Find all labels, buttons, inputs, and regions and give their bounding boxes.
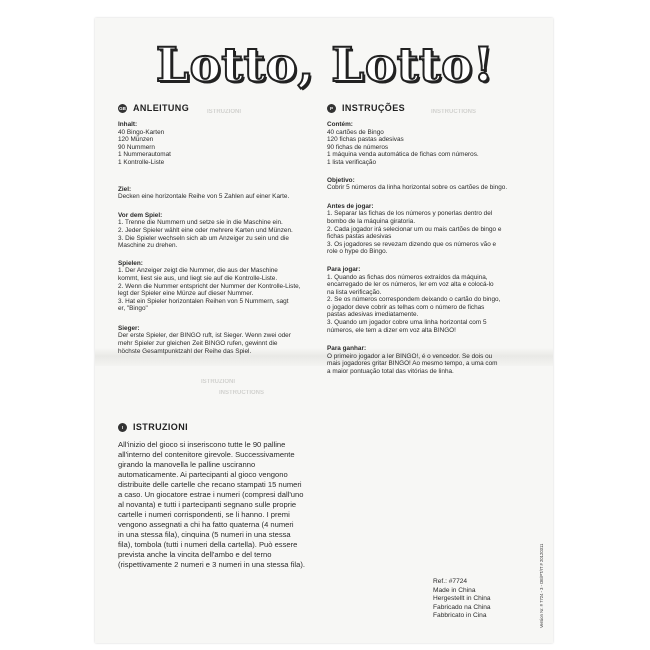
subheading: Spielen: [118,259,143,267]
section-header [118,104,318,113]
text-line: 120 fichas pastas adesivas [327,136,404,144]
text-line: encarregado de ler os números, ler em voz alta e colocá-lo [327,281,494,289]
text-line: 3. Quando um jogador cobre uma linha horizontal com 5 [327,319,487,327]
section-header [118,423,338,432]
text-line: na lista verificação. [327,288,382,296]
text-line: role o hype do Bingo. [327,248,388,256]
faded-heading: ISTRUZIONI [207,109,241,115]
subheading: Antes de jogar: [327,202,374,210]
flag-icon: I [118,423,127,432]
text-line: 1 Nummerautomat [118,151,171,159]
text-line: Decken eine horizontale Reihe von 5 Zahlen auf einer Karte. [118,193,290,201]
text-line: 3. Die Spieler wechseln sich ab um Anzeiger zu sein und die [118,234,289,242]
faded-heading: INSTRUCTIONS [219,390,264,396]
text-line: cartelle i numeri corrispondenti, se li hanno. I premi [118,510,290,519]
text-line: prevista anche la vincita dell'ambo e del terno [118,550,272,559]
text-line: Made in China [433,586,476,594]
italian-instructions [118,423,338,570]
italian-body [118,440,338,570]
product-reference [433,578,491,621]
text-line: a caso. Un giocatore estrae i numeri (compresi dall'uno [118,490,304,499]
instruction-sheet [95,18,553,643]
text-line: automaticamente. Ai partecipanti al gioco vengono [118,470,288,479]
text-line: a maior pontuação total das vitórias de linha. [327,368,454,376]
text-line: höchste Gesamtpunktzahl der Reihe das Spiel. [118,347,252,355]
text-line: fichas pastas adesivas [327,233,392,241]
text-line: 1 Kontrolle-Liste [118,158,165,166]
text-line: All'inizio del gioco si inseriscono tutte le 90 palline [118,440,286,449]
section-title: INSTRUÇÕES [342,102,406,113]
text-line: Ref.: #7724 [433,578,468,585]
text-line: 3. Hat ein Spieler horizontalen Reihen von 5 Nummern, sagt [118,297,289,305]
text-line: vengono assegnati a chi ha fatto quaterna (4 numeri [118,520,294,529]
text-line: 90 Nummern [118,143,155,151]
faded-heading: ISTRUZIONI [201,379,235,385]
text-line: (rispettivamente 2 numeri e 3 numeri in una stessa fila). [118,560,305,569]
text-line: bombo de la máquina giratoria. [327,217,416,225]
subheading: Para jogar: [327,265,361,273]
text-line: pastas adesivas imediatamente. [327,311,419,319]
text-line: Hergestellt in China [433,595,491,603]
text-line: Cobrir 5 números da linha horizontal sobre os cartões de bingo. [327,184,508,192]
text-line: Fabbricato in Cina [433,612,487,620]
text-line: números, ele tem a dizer em voz alta BINGO! [327,326,456,334]
subheading: Inhalt: [118,121,138,128]
subheading: Contém: [327,121,353,128]
text-line: 90 fichas de números [327,143,389,151]
portuguese-instructions [327,104,547,376]
text-line: 1. Separar las fichas de los números y ponerlas dentro del [327,210,493,218]
text-line: 1. Quando as fichas dos números extraídos da máquina, [327,273,488,281]
page-title: Lotto, Lotto! [155,38,495,93]
text-line: fila), tombola (tutti i numeri della cartella). Può essere [118,540,298,549]
text-line: 2. Wenn die Nummer entspricht der Nummer der Kontrolle-Liste, [118,282,301,290]
text-line: O primeiro jogador a ler BINGO!, é o vencedor. Se dois ou [327,352,493,360]
text-line: 1 máquina venda automática de fichas com números. [327,151,479,159]
text-line: er, "Bingo" [118,305,148,313]
text-line: 2. Jeder Spieler wählt eine oder mehrere Karten und Münzen. [118,226,293,234]
text-line: mehr Spieler zur gleichen Zeit BINGO rufen, gewinnt die [118,340,278,348]
text-line: 40 Bingo-Karten [118,128,165,136]
text-line: Maschine zu drehen. [118,242,178,250]
text-line: 120 Münzen [118,136,154,144]
german-instructions [118,104,318,355]
text-line: in una stessa fila), cinquina (5 numeri in una stessa [118,530,291,539]
faded-heading: INSTRUCTIONS [431,109,476,115]
text-line: 3. Os jogadores se revezam dizendo que os números vão e [327,240,497,248]
version-number: Version Nr. # 7724 - 3 - DE/PT/IT # 20120311 [539,543,544,628]
flag-icon: P [327,104,336,113]
text-line: legt der Spieler eine Münze auf dieser Nummer. [118,290,254,298]
section-title: ANLEITUNG [133,102,190,113]
text-line: 1 lista verificação [327,158,377,166]
text-line: Der erste Spieler, der BINGO ruft, ist Sieger. Wenn zwei oder [118,332,291,340]
text-line: 2. Se os números correspondem deixando o cartão do bingo, [327,296,501,304]
subheading: Vor dem Spiel: [118,211,163,219]
subheading: Ziel: [118,185,132,193]
flag-icon: GB [119,106,126,111]
section-header [327,104,547,113]
subheading: Para ganhar: [327,345,367,353]
text-line: o jogador deve cobrir as telhas com o número de fichas [327,303,485,311]
text-line: kommt, liest sie aus, und liegt sie auf die Kontrolle-Liste. [118,274,278,282]
text-line: 2. Cada jogador irá selecionar um ou mais cartões de bingo e [327,225,502,233]
section-title: ISTRUZIONI [133,421,188,432]
text-line: distribuite delle cartelle che recano stampati 15 numeri [118,480,302,489]
text-line: 1. Der Anzeiger zeigt die Nummer, die aus der Maschine [118,267,278,275]
subheading: Objetivo: [327,176,355,184]
text-line: girando la manovella le palline usciranno [118,460,256,469]
text-line: mais jogadores gritar BINGO! Ao mesmo tempo, a uma com [327,360,498,368]
text-line: 40 cartões de Bingo [327,128,384,136]
text-line: all'interno del contenitore girevole. Successivamente [118,450,295,459]
text-line: 1. Trenne die Nummern und setze sie in die Maschine ein. [118,219,283,227]
text-line: al novanta) e tutti i partecipanti segnano sulle proprie [118,500,297,509]
subheading: Sieger: [118,324,140,332]
text-line: Fabricado na China [433,603,491,611]
